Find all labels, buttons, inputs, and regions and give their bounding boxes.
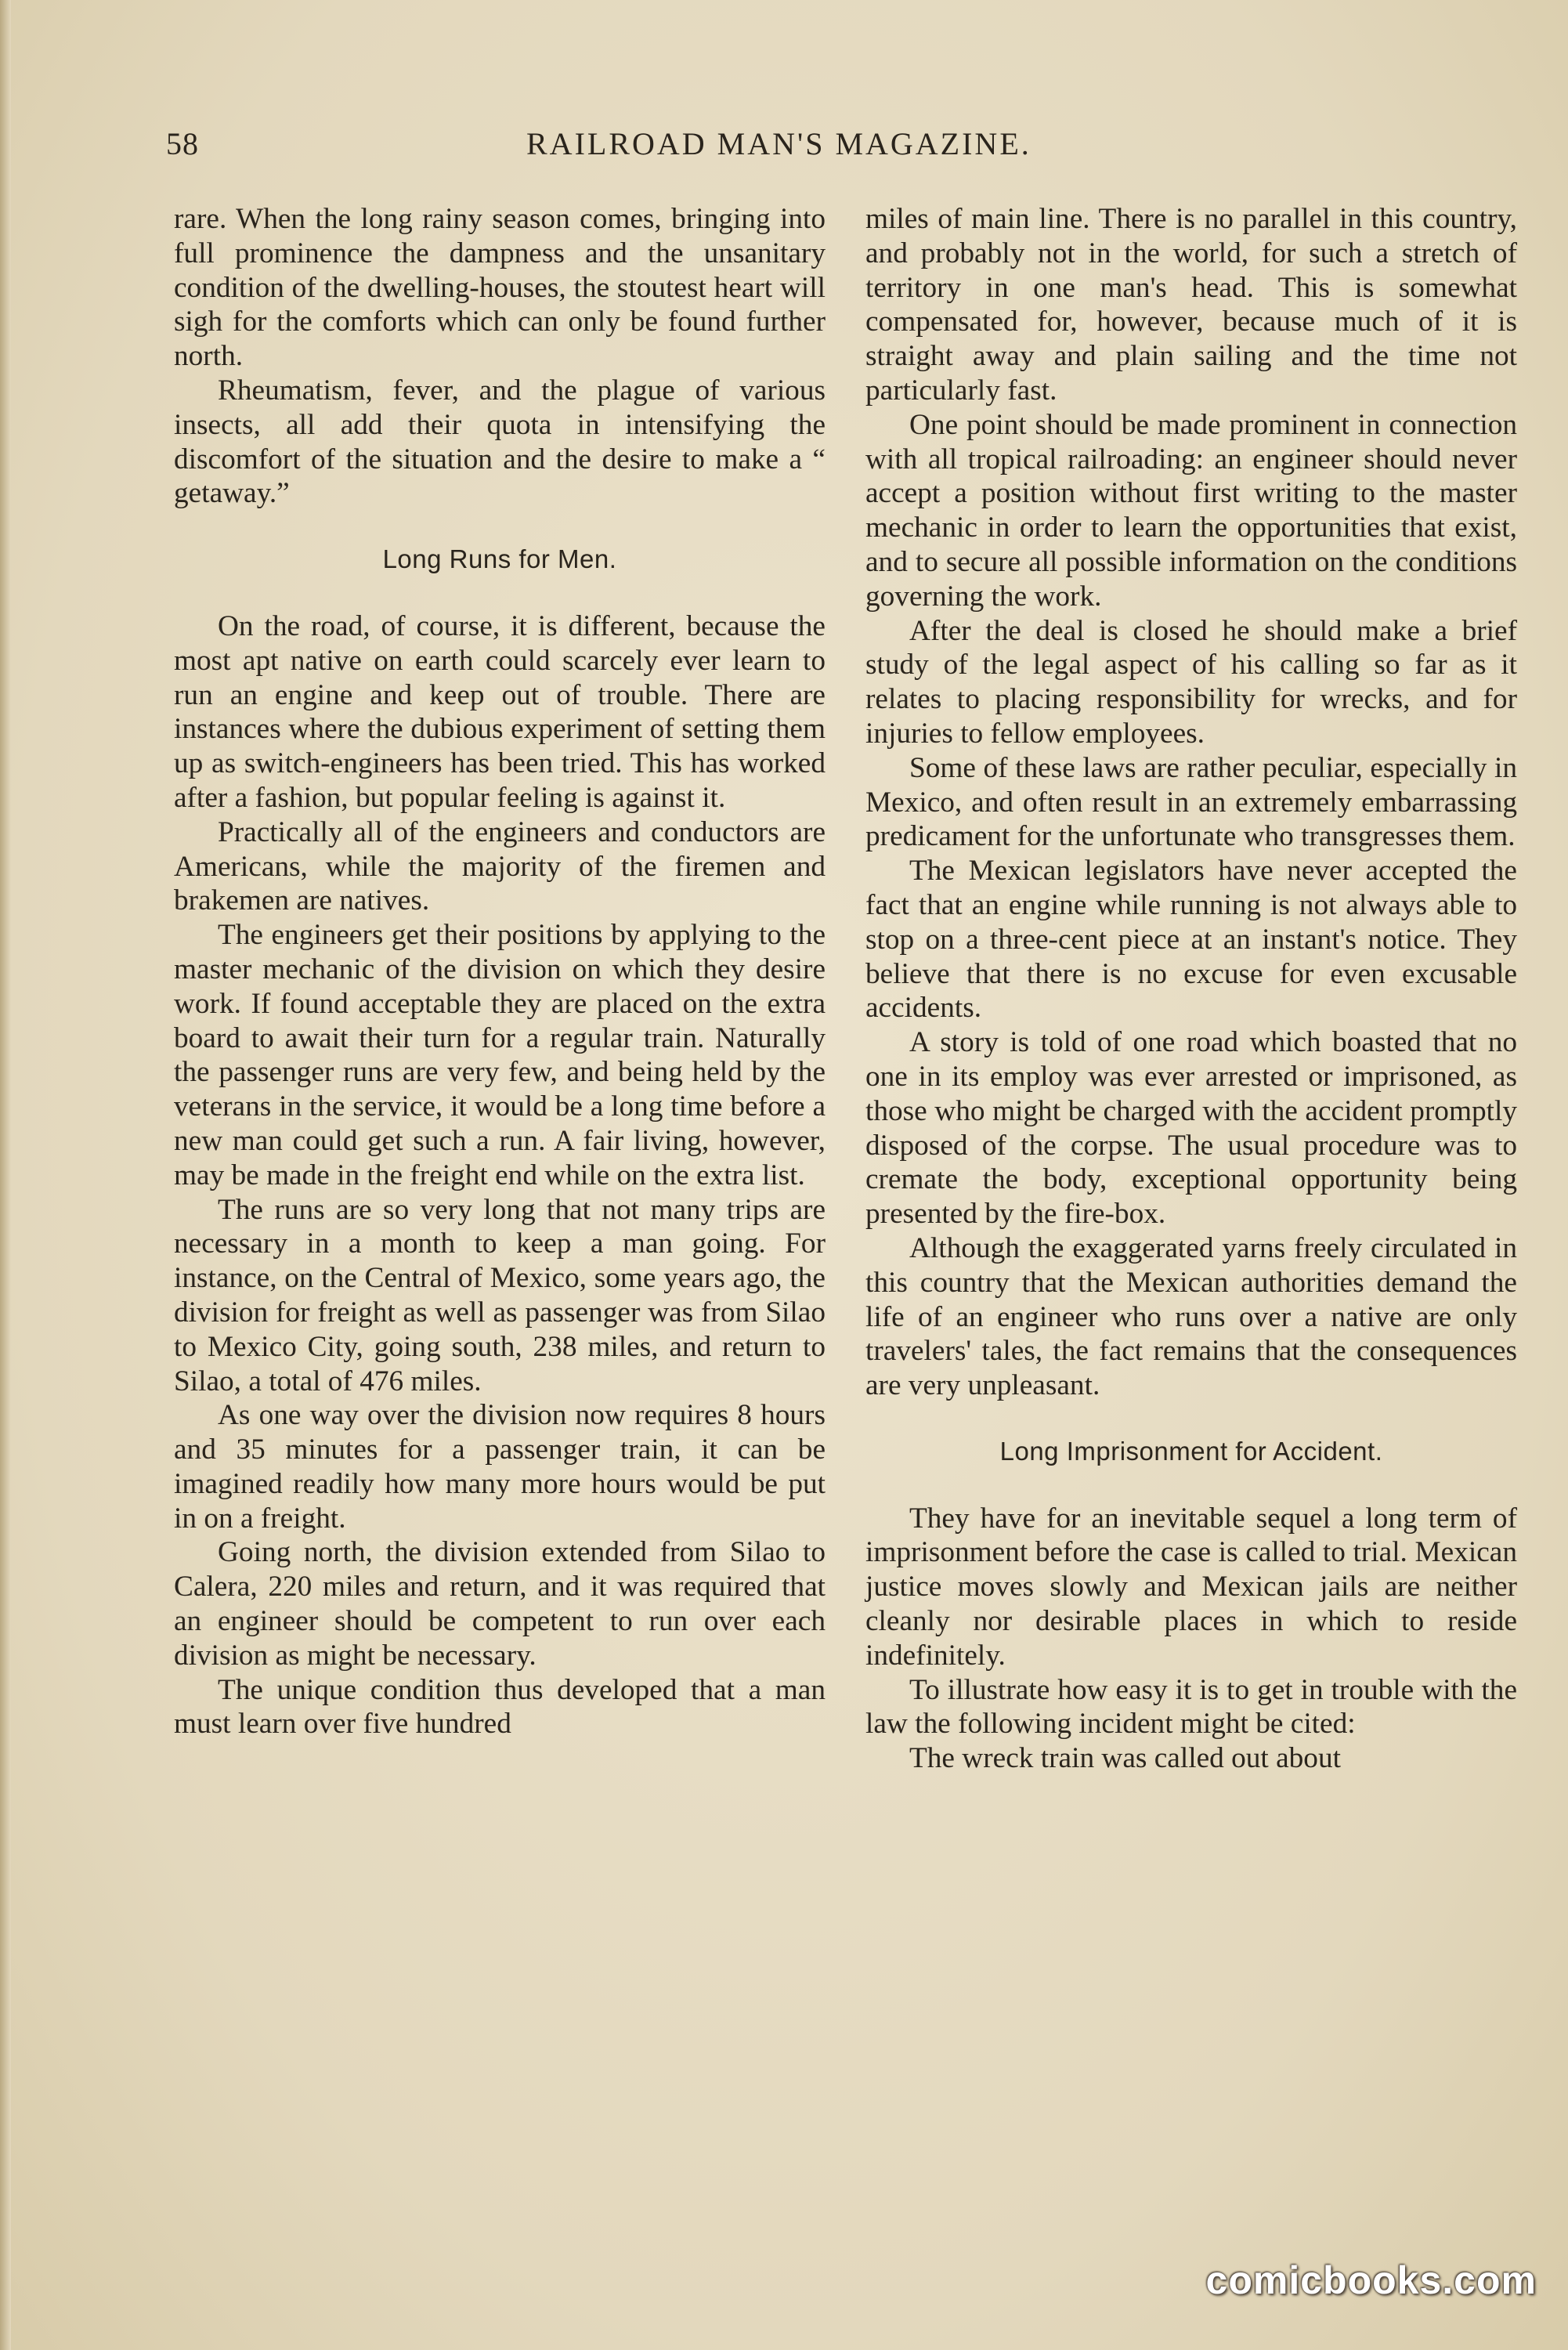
paragraph: After the deal is closed he should make a brief study of the legal aspect of his calling so far as it relates to placing responsibility for wrecks, and for injuries to fellow employees. xyxy=(865,614,1517,750)
right-column xyxy=(865,202,1517,1776)
page-number: 58 xyxy=(166,126,199,161)
paragraph: The runs are so very long that not many trips are necessary in a month to keep a man going. For instance, on the Central of Mexico, some years ago, the division for freight as well as passenger was from Silao to Mexico City, going south, 238 miles, and return to Silao, a total of 476 miles. xyxy=(174,1193,826,1397)
paragraph: They have for an inevitable sequel a long term of imprisonment before the case is called to trial. Mexican justice moves slowly and Mexican jails are neither cleanly nor desirable places in which to reside indefinitely. xyxy=(865,1502,1517,1672)
paragraph: Although the exaggerated yarns freely circulated in this country that the Mexican authorities demand the life of an engineer who runs over a native are only travelers' tales, the fact remains that the consequences are very unpleasant. xyxy=(865,1231,1517,1402)
paragraph: Rheumatism, fever, and the plague of various insects, all add their quota in intensifying the discomfort of the situation and the desire to make a “ getaway.” xyxy=(174,374,826,510)
paragraph: The engineers get their positions by applying to the master mechanic of the division on which they desire work. If found acceptable they are placed on the extra board to await their turn for a regular train. Naturally the passenger runs are very few, and being held by the veterans in the service, it would be a long time before a new man could get such a run. A fair living, however, may be made in the freight end while on the extra list. xyxy=(174,919,826,1191)
section-subhead: Long Imprisonment for Accident. xyxy=(999,1436,1383,1466)
section-subhead: Long Runs for Men. xyxy=(382,544,617,574)
running-head: RAILROAD MAN'S MAGAZINE. xyxy=(526,126,1031,161)
paragraph: As one way over the division now requires 8 hours and 35 minutes for a passenger train, it can be imagined readily how many more hours would be put in on a freight. xyxy=(174,1399,826,1535)
left-column xyxy=(174,202,826,1741)
paragraph: miles of main line. There is no parallel in this country, and probably not in the world, for such a stretch of territory in one man's head. This is somewhat compensated for, however, because much of it is straight away and plain sailing and the time not particularly fast. xyxy=(865,203,1517,407)
paragraph: One point should be made prominent in connection with all tropical railroading: an engineer should never accept a position without first writing to the master mechanic in order to learn the opportunities that exist, and to secure all possible information on the conditions governing the work. xyxy=(865,408,1517,613)
paragraph: The wreck train was called out about xyxy=(909,1742,1341,1775)
watermark-logo: comicbooks.com xyxy=(1205,2258,1537,2302)
paragraph: rare. When the long rainy season comes, bringing into full prominence the dampness and the unsanitary condition of the dwelling-houses, the stoutest heart will sigh for the comforts which can only be found further north. xyxy=(174,203,826,373)
page-header xyxy=(166,125,1466,172)
paragraph: To illustrate how easy it is to get in trouble with the law the following incident might be cited: xyxy=(865,1673,1517,1741)
page-spine-shadow xyxy=(0,0,11,2350)
paragraph: Going north, the division extended from Silao to Calera, 220 miles and return, and it was required that an engineer should be competent to run over each division as might be necessary. xyxy=(174,1536,826,1672)
paragraph: On the road, of course, it is different, because the most apt native on earth could scarcely ever learn to run an engine and keep out of trouble. There are instances where the dubious experiment of setting them up as switch-engineers has been tried. This has worked after a fashion, but popular feeling is against it. xyxy=(174,609,826,814)
paragraph: Some of these laws are rather peculiar, especially in Mexico, and often result in an extremely embarrassing predicament for the unfortunate who transgresses them. xyxy=(865,751,1517,853)
paragraph: Practically all of the engineers and conductors are Americans, while the majority of the firemen and brakemen are natives. xyxy=(174,815,826,917)
paragraph: A story is told of one road which boasted that no one in its employ was ever arrested or imprisoned, as those who might be charged with the accident promptly disposed of the corpse. The usual procedure was to cremate the body, exceptional opportunity being presented by the fire-box. xyxy=(865,1026,1517,1231)
paragraph: The Mexican legislators have never accepted the fact that an engine while running is not always able to stop on a three-cent piece at an instant's notice. They believe that there is no excuse for even excusable accidents. xyxy=(865,855,1517,1025)
paragraph: The unique condition thus developed that a man must learn over five hundred xyxy=(174,1673,826,1741)
